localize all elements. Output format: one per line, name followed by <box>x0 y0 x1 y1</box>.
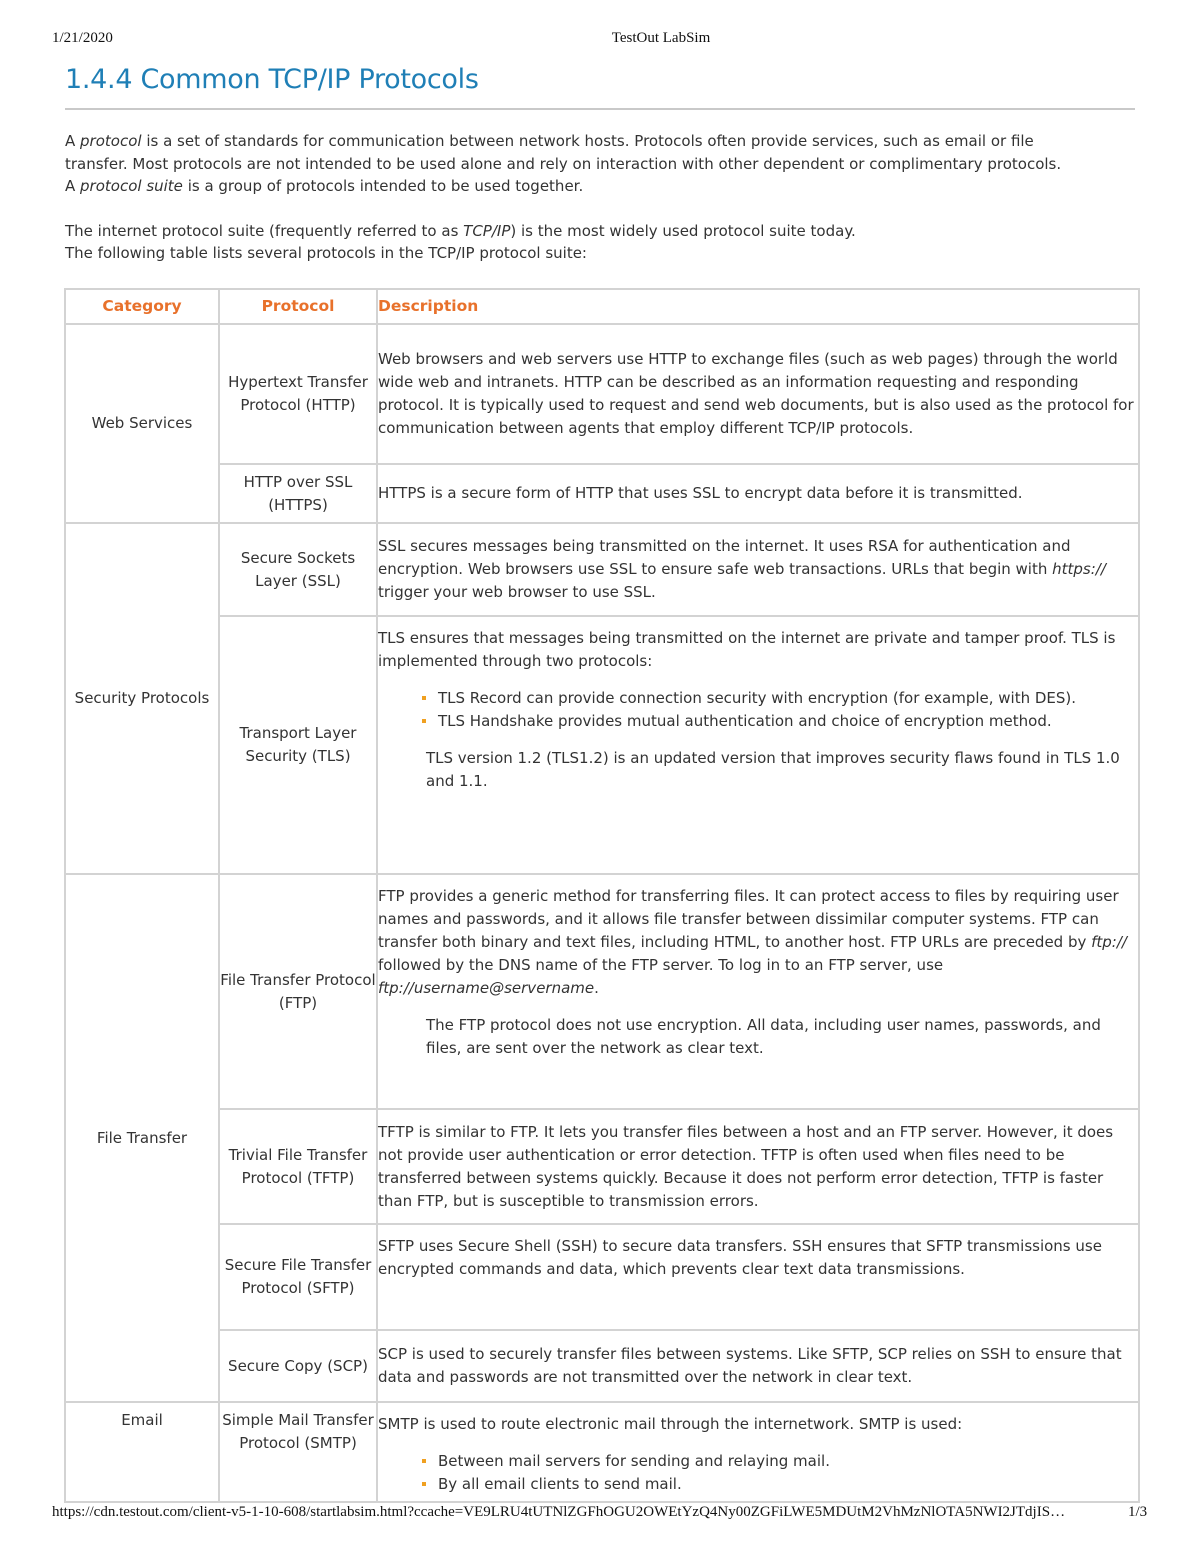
description-https: HTTPS is a secure form of HTTP that uses SSL to encrypt data before it is transmitted. <box>377 464 1139 523</box>
protocol-https: HTTP over SSL (HTTPS) <box>219 464 377 523</box>
table-row <box>65 324 1139 464</box>
category-security-protocols: Security Protocols <box>65 523 219 874</box>
ftp-note: The FTP protocol does not use encryption. All data, including user names, passwords, and files, are sent over the network as clear text. <box>426 1016 1101 1057</box>
intro-paragraph-2: The internet protocol suite (frequently referred to as TCP/IP) is the most widely used protocol suite today. The following table lists several protocols in the TCP/IP protocol suite: <box>65 221 856 263</box>
ftp-login-syntax: ftp://username@servername <box>378 979 595 997</box>
protocol-ssl: Secure Sockets Layer (SSL) <box>219 523 377 616</box>
page-title: 1.4.4 Common TCP/IP Protocols <box>65 64 479 95</box>
description-tftp: TFTP is similar to FTP. It lets you transfer files between a host and an FTP server. However, it does not provide user authentication or error detection. TFTP is often used when files need to be transferred between systems quickly. Because it does not perform error detection, TFTP is faster than FTP, but is susceptible to transmission errors. <box>377 1109 1139 1224</box>
print-footer <box>0 1504 1200 1524</box>
description-ssl: SSL secures messages being transmitted on the internet. It uses RSA for authentication and encryption. Web browsers use SSL to ensure safe web transactions. URLs that begin with https:// trigger your web browser to use SSL. <box>377 523 1139 616</box>
term-protocol-suite: protocol suite <box>80 177 183 196</box>
print-site-title: TestOut LabSim <box>611 30 711 46</box>
https-prefix: https:// <box>1052 560 1106 578</box>
table-row <box>65 523 1139 616</box>
protocol-sftp: Secure File Transfer Protocol (SFTP) <box>219 1224 377 1330</box>
protocol-ftp: File Transfer Protocol (FTP) <box>219 874 377 1109</box>
category-email: Email <box>65 1402 219 1502</box>
table-row <box>65 616 1139 874</box>
description-ftp: FTP provides a generic method for transferring files. It can protect access to files by requiring user names and passwords, and it allows file transfer between dissimilar computer systems. FTP can transfer both binary and text files, including HTML, to another host. FTP URLs are preceded by ftp:// followed by the DNS name of the FTP server. To log in to an FTP server, use ftp://username@servername. The FTP protocol does not use encryption. All data, including user names, passwords, and files, are sent over the network as clear text. <box>377 874 1139 1109</box>
table-row <box>65 1330 1139 1402</box>
protocol-tls: Transport Layer Security (TLS) <box>219 616 377 874</box>
term-tcpip: TCP/IP <box>463 221 511 240</box>
protocol-http: Hypertext Transfer Protocol (HTTP) <box>219 324 377 464</box>
protocol-tftp: Trivial File Transfer Protocol (TFTP) <box>219 1109 377 1224</box>
description-sftp: SFTP uses Secure Shell (SSH) to secure data transfers. SSH ensures that SFTP transmissions use encrypted commands and data, which prevents clear text data transmissions. <box>377 1224 1139 1330</box>
print-page-number: 1/3 <box>1128 1504 1148 1520</box>
tls-intro: TLS ensures that messages being transmitted on the internet are private and tamper proof. TLS is implemented through two protocols: <box>378 629 1116 670</box>
table-row <box>65 874 1139 1109</box>
table-header-row <box>65 289 1139 324</box>
tls-bullet-list <box>378 687 1138 733</box>
smtp-bullet-list <box>378 1450 1138 1496</box>
category-web-services: Web Services <box>65 324 219 523</box>
header-category: Category <box>65 289 219 324</box>
header-description: Description <box>377 289 1139 324</box>
description-smtp <box>377 1402 1139 1502</box>
print-date: 1/21/2020 <box>52 30 113 46</box>
category-file-transfer: File Transfer <box>65 874 219 1402</box>
table-row <box>65 1402 1139 1502</box>
tls-note: TLS version 1.2 (TLS1.2) is an updated version that improves security flaws found in TLS 1.0 and 1.1. <box>426 749 1120 790</box>
table-row <box>65 464 1139 523</box>
list-item: By all email clients to send mail. <box>438 1473 1138 1496</box>
description-tls <box>377 616 1139 874</box>
intro-text <box>65 130 1065 265</box>
description-scp: SCP is used to securely transfer files between systems. Like SFTP, SCP relies on SSH to ensure that data and passwords are not transmitted over the network in clear text. <box>377 1330 1139 1402</box>
protocols-table <box>64 288 1140 1503</box>
intro-paragraph-1: A protocol is a set of standards for communication between network hosts. Protocols often provide services, such as email or file transfer. Most protocols are not intended to be used alone and rely on interaction with other dependent or complimentary protocols. A protocol suite is a group of protocols intended to be used together. <box>65 132 1062 196</box>
print-header <box>0 30 1200 50</box>
protocol-smtp: Simple Mail Transfer Protocol (SMTP) <box>219 1402 377 1502</box>
protocol-scp: Secure Copy (SCP) <box>219 1330 377 1402</box>
ftp-prefix: ftp:// <box>1091 933 1127 951</box>
list-item: TLS Record can provide connection security with encryption (for example, with DES). <box>438 687 1138 710</box>
title-divider <box>65 108 1135 110</box>
description-http: Web browsers and web servers use HTTP to exchange files (such as web pages) through the world wide web and intranets. HTTP can be described as an information requesting and responding protocol. It is typically used to request and send web documents, but is also used as the protocol for communication between agents that employ different TCP/IP protocols. <box>377 324 1139 464</box>
print-url: https://cdn.testout.com/client-v5-1-10-608/startlabsim.html?ccache=VE9LRU4tUTNlZGFhOGU2OWEtYzQ4Ny00ZGFiLWE5MDUtM2VhMzNlOTA5NWI2JTdjIS… <box>52 1504 1066 1520</box>
list-item: Between mail servers for sending and relaying mail. <box>438 1450 1138 1473</box>
header-protocol: Protocol <box>219 289 377 324</box>
term-protocol: protocol <box>80 132 142 150</box>
table-row <box>65 1224 1139 1330</box>
intro-paragraph-3: The following table lists several protocols in the TCP/IP protocol suite: <box>65 244 587 263</box>
table-row <box>65 1109 1139 1224</box>
list-item: TLS Handshake provides mutual authentication and choice of encryption method. <box>438 710 1138 733</box>
smtp-intro: SMTP is used to route electronic mail through the internetwork. SMTP is used: <box>378 1415 963 1433</box>
